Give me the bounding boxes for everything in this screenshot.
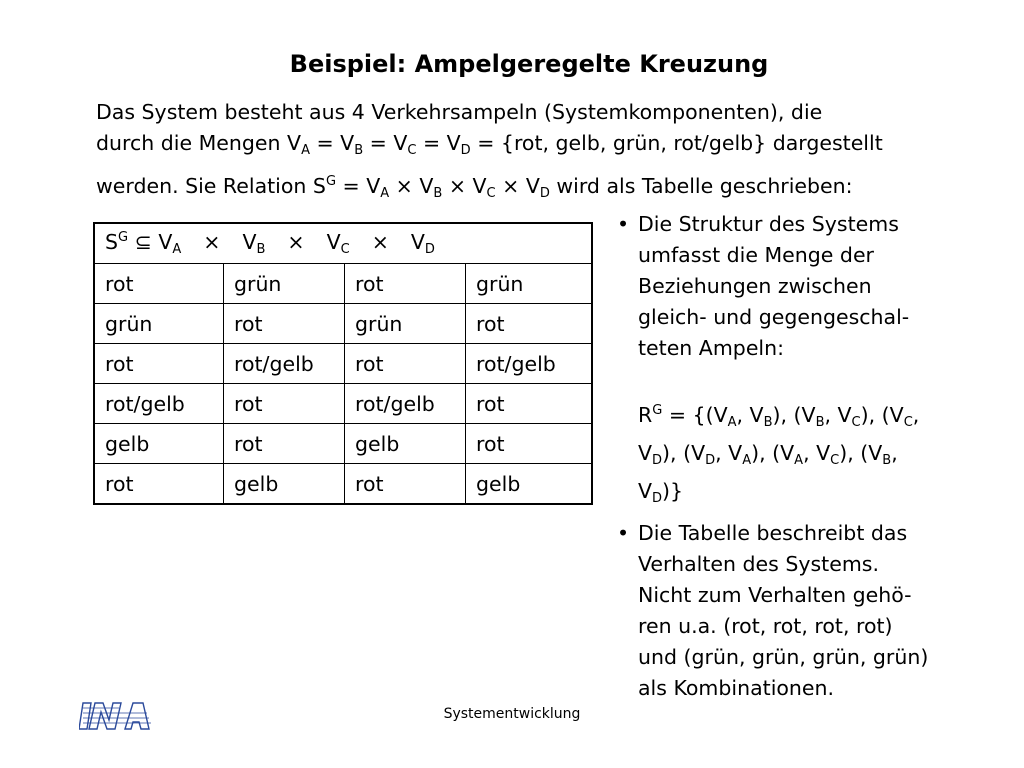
table-cell: rot	[345, 264, 466, 304]
table-header-row	[94, 223, 592, 264]
table-cell: rot	[94, 344, 224, 384]
bullet2-line: ren u.a. (rot, rot, rot, rot)	[638, 614, 893, 638]
bullet1-line: teten Ampeln:	[638, 336, 785, 360]
table-cell: rot	[94, 464, 224, 505]
table-row	[94, 384, 592, 424]
bullet2-line: als Kombinationen.	[638, 676, 835, 700]
bullet-structure	[617, 209, 977, 514]
table-cell: rot	[466, 424, 593, 464]
table-row	[94, 464, 592, 505]
bullet2-line: Verhalten des Systems.	[638, 552, 879, 576]
table-cell: gelb	[466, 464, 593, 505]
intro-paragraph	[96, 97, 976, 209]
table-cell: rot	[345, 344, 466, 384]
table-cell: rot	[94, 264, 224, 304]
bullet-marker: •	[617, 212, 630, 236]
table-cell: gelb	[224, 464, 345, 505]
table-cell: gelb	[345, 424, 466, 464]
table-cell: grün	[224, 264, 345, 304]
footer-label: Systementwicklung	[443, 706, 581, 722]
table-cell: rot	[224, 424, 345, 464]
table-row	[94, 344, 592, 384]
table-cell: grün	[466, 264, 593, 304]
intro-line-1: Das System besteht aus 4 Verkehrsampeln (Systemkomponenten), die	[96, 100, 823, 124]
table-cell: grün	[94, 304, 224, 344]
bullet1-line: Beziehungen zwischen	[638, 274, 872, 298]
bullet1-line: umfasst die Menge der	[638, 243, 874, 267]
bullet2-line: Nicht zum Verhalten gehö-	[638, 583, 912, 607]
table-row	[94, 424, 592, 464]
table-row	[94, 264, 592, 304]
bullet1-line: gleich- und gegengeschal-	[638, 305, 910, 329]
table-cell: gelb	[94, 424, 224, 464]
table-cell: rot	[224, 304, 345, 344]
table-cell: grün	[345, 304, 466, 344]
relation-formula: $R^G = \{(VA$, VB), (VB, VC), (VC,	[638, 403, 920, 430]
relation-table	[93, 222, 593, 505]
intro-line-2: durch die Mengen VA = VB = VC = VD = {rot, gelb, grün, rot/gelb} dargestellt	[96, 131, 883, 158]
bullet-behaviour	[617, 518, 977, 704]
table-row	[94, 304, 592, 344]
table-cell: rot	[466, 304, 593, 344]
relation-formula: VD), (VD, VA), (VA, VC), (VB,	[638, 441, 898, 468]
slide-title: Beispiel: Ampelgeregelte Kreuzung	[289, 50, 769, 78]
table-cell: rot/gelb	[224, 344, 345, 384]
table-cell: rot	[466, 384, 593, 424]
relation-formula: VD)}	[638, 479, 684, 506]
table-cell: rot/gelb	[345, 384, 466, 424]
intro-line-3: werden. Sie Relation $S^G$ = VA × VB × VC × VD wird als Tabelle geschrieben:	[96, 174, 853, 201]
table-cell: rot/gelb	[94, 384, 224, 424]
bullet-list	[617, 209, 977, 704]
bullet2-line: und (grün, grün, grün, grün)	[638, 645, 929, 669]
bullet2-line: Die Tabelle beschreibt das	[638, 521, 908, 545]
bullet1-line: Die Struktur des Systems	[638, 212, 899, 236]
table-header-cell: $S^G$ ⊆ VA × VB × VC × VD	[94, 223, 592, 264]
table-cell: rot/gelb	[466, 344, 593, 384]
bullet-marker: •	[617, 521, 630, 545]
table-cell: rot	[345, 464, 466, 505]
table-cell: rot	[224, 384, 345, 424]
